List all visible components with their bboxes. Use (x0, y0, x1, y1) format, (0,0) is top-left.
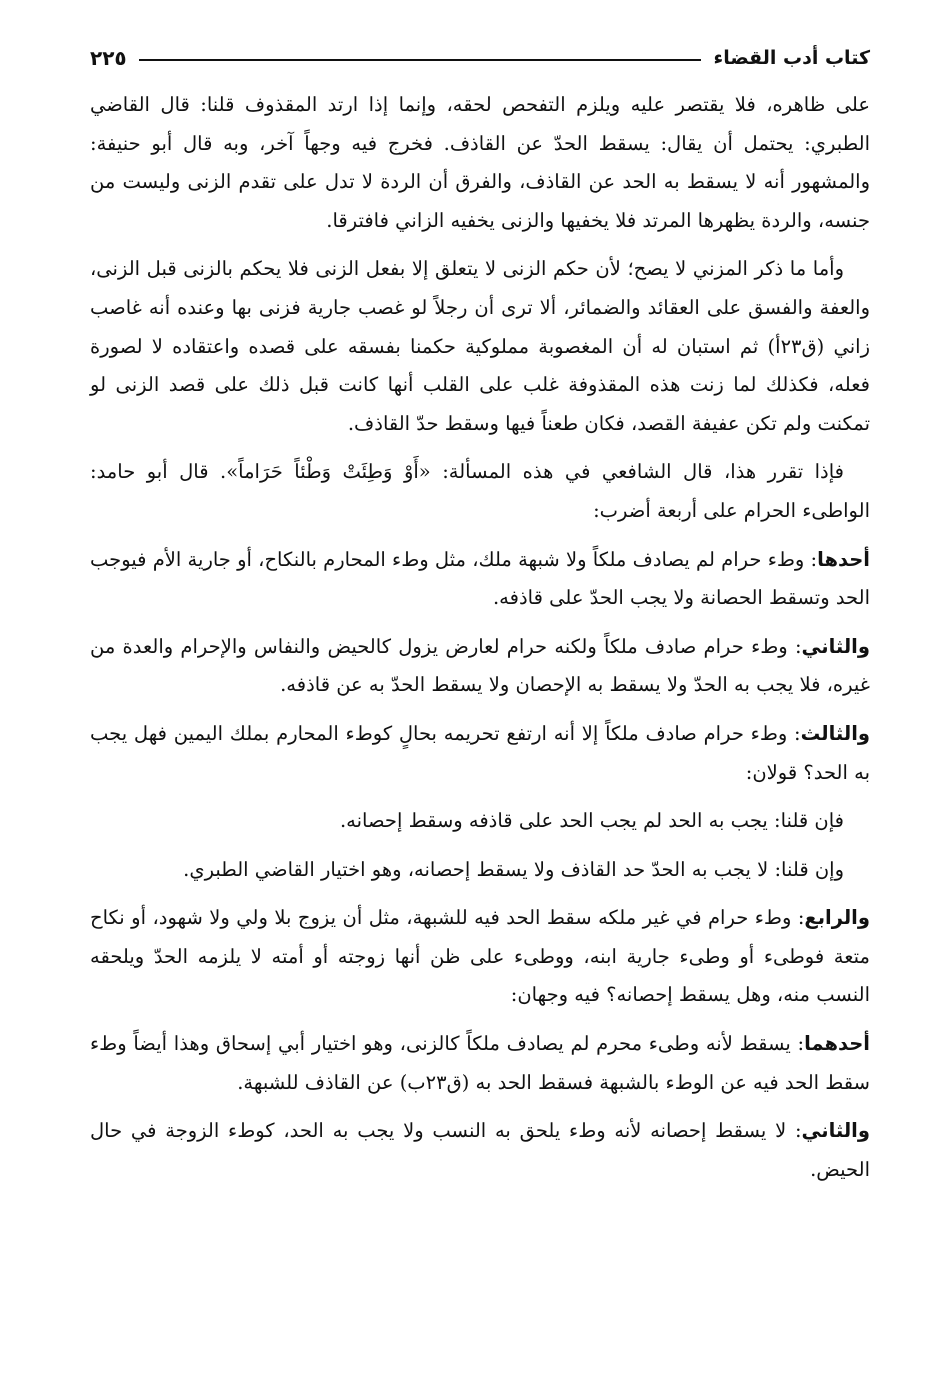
paragraph-lead: والرابع (804, 906, 870, 930)
paragraph-lead: والثاني (801, 1119, 870, 1143)
paragraph (90, 899, 870, 1015)
paragraph-text: فإن قلنا: يجب به الحد لم يجب الحد على قاذفه وسقط إحصانه. (339, 809, 844, 833)
paragraph-text: وإن قلنا: لا يجب به الحدّ حد القاذف ولا يسقط إحصانه، وهو اختيار القاضي الطبري. (183, 857, 844, 881)
paragraph (90, 851, 870, 890)
header-rule (139, 59, 702, 61)
book-page (90, 36, 870, 1199)
paragraph (90, 250, 870, 443)
page-number: ٢٢٥ (90, 46, 127, 70)
paragraph-text: وأما ما ذكر المزني لا يصح؛ لأن حكم الزنى لا يتعلق إلا بفعل الزنى فلا يحكم بالزنى قبل الزنى، والعفة والفسق على العقائد والضمائر، ألا ترى أن رجلاً لو غصب جارية فزنى بها وعنده أنه غاصب زاني (ق٢٣أ) ثم استبان له أن المغصوبة مملوكية حكمنا بفسقه على قصده واعتقاده لا لصورة فعله، فكذلك لما زنت هذه المقذوفة غلب على القلب أنها كانت قبل ذلك على قصد الزنى لو تمكنت ولم تكن عفيفة القصد، فكان طعناً فيها وسقط حدّ القاذف. (90, 257, 870, 435)
paragraph-text: : لا يسقط إحصانه لأنه وطء يلحق به النسب ولا يجب به الحد، كوطء الزوجة في حال الحيض. (90, 1119, 870, 1181)
paragraph-lead: أحدهما (804, 1032, 870, 1056)
paragraph-lead: والثالث (800, 721, 870, 745)
paragraph (90, 1112, 870, 1189)
paragraph-text: : وطء حرام صادف ملكاً ولكنه حرام لعارض يزول كالحيض والنفاس والإحرام والعدة من غيره، فلا يجب به الحدّ ولا يسقط به الإحصان ولا يسقط الحدّ به عن قاذفه. (90, 634, 870, 697)
paragraph (90, 1025, 870, 1102)
book-title: كتاب أدب القضاء (713, 47, 870, 69)
paragraph (90, 453, 870, 530)
paragraph-text: على ظاهره، فلا يقتصر عليه ويلزم التفحص لحقه، وإنما إذا ارتد المقذوف قلنا: قال القاضي الطبري: يحتمل أن يقال: يسقط الحدّ عن القاذف. فخرج فيه وجهاً آخر، وبه قال أبو حنيفة: والمشهور أنه لا يسقط به الحد عن القاذف، والفرق أن الردة لا تدل على تقدم الزنى وليست من جنسه، والردة يظهرها المرتد فلا يخفيها والزنى يخفيه الزاني فافترقا. (90, 93, 870, 232)
paragraph-text: : وطء حرام لم يصادف ملكاً ولا شبهة ملك، مثل وطء المحارم بالنكاح، أو جارية الأم فيوجب الحد وتسقط الحصانة ولا يجب الحدّ على قاذفه. (90, 547, 870, 610)
paragraph (90, 541, 870, 618)
paragraph (90, 86, 870, 240)
paragraph-text: : وطء حرام في غير ملكه سقط الحد فيه للشبهة، مثل أن يزوج بلا ولي ولا شهود، أو نكاح متعة فوطىء أو وطىء جارية ابنه، ووطىء على ظن أنها زوجته أو أمته لا يلزمه الحدّ ويلحقه النسب منه، وهل يسقط إحصانه؟ فيه وجهان: (90, 906, 870, 1007)
paragraph-lead: أحدها (817, 547, 870, 571)
paragraph (90, 802, 870, 841)
paragraph (90, 715, 870, 792)
running-header (90, 36, 870, 80)
paragraph (90, 628, 870, 705)
paragraph-text: : وطء حرام صادف ملكاً إلا أنه ارتفع تحريمه بحالٍ كوطء المحارم بملك اليمين فهل يجب به الحد؟ قولان: (90, 721, 870, 784)
paragraph-text: : يسقط لأنه وطىء محرم لم يصادف ملكاً كالزنى، وهو اختيار أبي إسحاق وهذا أيضاً وطء سقط الحد فيه عن الوطء بالشبهة فسقط الحد به (ق٢٣ب) عن القاذف للشبهة. (90, 1032, 870, 1094)
paragraph-text: فإذا تقرر هذا، قال الشافعي في هذه المسألة: «أَوْ وَطِئَتْ وَطْئاً حَرَاماً». قال أبو حامد: الواطىء الحرام على أربعة أضرب: (90, 460, 870, 522)
paragraph-lead: والثاني (801, 634, 870, 658)
